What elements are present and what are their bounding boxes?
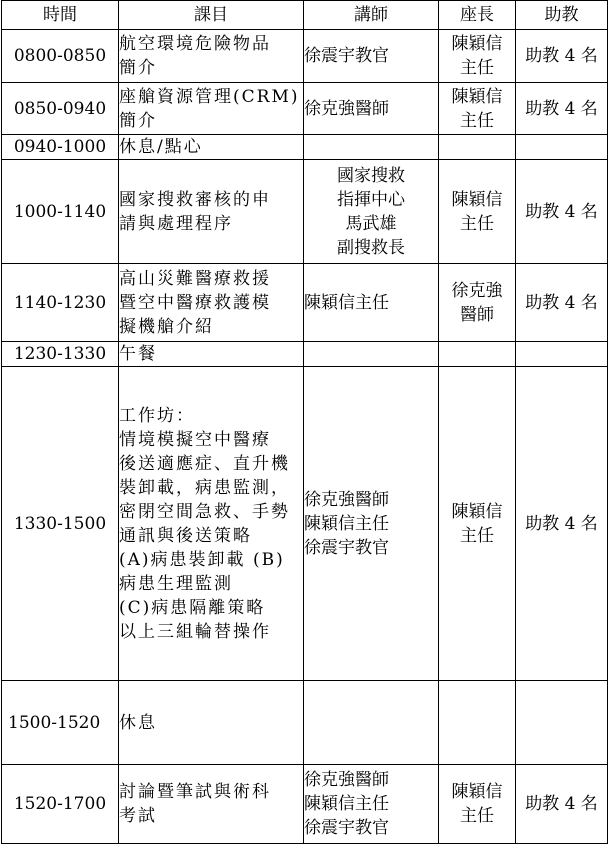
table-row <box>2 765 608 844</box>
instructor-cell-line: 陳穎信主任 <box>304 513 389 534</box>
header-instructor: 講師 <box>304 1 439 30</box>
table-row <box>2 83 608 135</box>
instructor-cell-line: 徐克強醫師 <box>304 770 389 790</box>
table-row <box>2 367 608 681</box>
time-cell: 1330-1500 <box>2 367 119 681</box>
course-cell-line: 擬機艙介紹 <box>119 316 214 337</box>
ta-cell: 助教 4 名 <box>516 160 608 264</box>
course-cell-line: 病患生理監測 <box>119 573 233 594</box>
table-row <box>2 342 608 367</box>
course-cell-line: 暨空中醫療救護模 <box>119 292 271 313</box>
instructor-cell-line: 國家搜救 <box>337 165 405 186</box>
course-cell-line: (A)病患裝卸載 (B) <box>119 549 285 570</box>
time-cell: 1000-1140 <box>2 160 119 264</box>
time-cell: 0800-0850 <box>2 30 119 83</box>
chair-cell-line: 主任 <box>460 806 494 826</box>
table-row <box>2 681 608 765</box>
instructor-cell <box>304 681 439 765</box>
instructor-cell-line: 徐震宇教官 <box>304 46 389 66</box>
course-cell <box>119 30 304 83</box>
course-cell-line: (C)病患隔離策略 <box>119 597 266 618</box>
ta-cell: 助教 4 名 <box>516 83 608 135</box>
chair-cell-line: 陳穎信 <box>451 86 503 107</box>
chair-cell <box>439 681 516 765</box>
course-cell-line: 午餐 <box>119 344 157 364</box>
ta-cell: 助教 4 名 <box>516 264 608 342</box>
instructor-cell-line: 徐克強醫師 <box>304 489 389 510</box>
instructor-cell-line: 馬武雄 <box>345 213 397 234</box>
chair-cell-line: 主任 <box>460 58 494 78</box>
chair-cell-line: 陳穎信 <box>451 189 503 210</box>
course-cell-line: 工作坊： <box>119 405 195 426</box>
ta-cell: 助教 4 名 <box>516 30 608 83</box>
instructor-cell <box>304 342 439 367</box>
course-cell-line: 情境模擬空中醫療 <box>119 429 271 450</box>
header-time: 時間 <box>2 1 119 30</box>
chair-cell-line: 主任 <box>460 525 494 546</box>
ta-cell: 助教 4 名 <box>516 367 608 681</box>
course-cell-line: 簡介 <box>119 58 157 78</box>
course-cell-line: 國家搜救審核的申 <box>119 189 271 210</box>
course-cell-line: 航空環境危險物品 <box>119 34 271 54</box>
course-cell-line: 座艙資源管理(CRM) <box>119 86 300 107</box>
header-ta: 助教 <box>516 1 608 30</box>
course-cell <box>119 765 304 844</box>
chair-cell-line: 陳穎信 <box>451 782 503 802</box>
instructor-cell <box>304 30 439 83</box>
instructor-cell-line: 陳穎信主任 <box>304 794 389 814</box>
chair-cell <box>439 264 516 342</box>
table-row <box>2 135 608 160</box>
header-chair: 座長 <box>439 1 516 30</box>
course-cell-line: 請與處理程序 <box>119 213 233 234</box>
table-row <box>2 30 608 83</box>
course-cell-line: 討論暨筆試與術科 <box>119 782 271 802</box>
course-cell-line: 考試 <box>119 806 157 826</box>
instructor-cell <box>304 135 439 160</box>
course-cell <box>119 160 304 264</box>
chair-cell <box>439 135 516 160</box>
course-cell <box>119 264 304 342</box>
chair-cell-line: 主任 <box>460 213 494 234</box>
time-cell: 1230-1330 <box>2 342 119 367</box>
schedule-body <box>2 30 608 844</box>
time-cell: 1140-1230 <box>2 264 119 342</box>
instructor-cell-line: 指揮中心 <box>337 189 405 210</box>
instructor-cell <box>304 160 439 264</box>
course-cell <box>119 681 304 765</box>
ta-cell: 助教 4 名 <box>516 765 608 844</box>
instructor-cell <box>304 83 439 135</box>
time-cell: 0940-1000 <box>2 135 119 160</box>
table-row <box>2 264 608 342</box>
course-cell-line: 後送適應症、直升機 <box>119 453 290 474</box>
course-cell-line: 休息/點心 <box>119 137 203 157</box>
schedule-table <box>1 0 608 844</box>
chair-cell <box>439 342 516 367</box>
instructor-cell <box>304 264 439 342</box>
course-cell-line: 簡介 <box>119 110 157 131</box>
chair-cell <box>439 160 516 264</box>
course-cell <box>119 83 304 135</box>
course-cell <box>119 135 304 160</box>
instructor-cell <box>304 765 439 844</box>
course-cell-line: 以上三組輪替操作 <box>119 621 271 642</box>
course-cell <box>119 367 304 681</box>
course-cell-line: 高山災難醫療救援 <box>119 268 271 289</box>
time-cell: 1520-1700 <box>2 765 119 844</box>
ta-cell <box>516 342 608 367</box>
chair-cell <box>439 367 516 681</box>
instructor-cell-line: 副搜救長 <box>337 237 405 258</box>
instructor-cell-line: 徐克強醫師 <box>304 98 389 119</box>
time-cell: 0850-0940 <box>2 83 119 135</box>
chair-cell-line: 醫師 <box>460 304 494 325</box>
header-course: 課目 <box>119 1 304 30</box>
ta-cell <box>516 681 608 765</box>
instructor-cell-line: 陳穎信主任 <box>304 292 389 313</box>
chair-cell <box>439 30 516 83</box>
chair-cell <box>439 765 516 844</box>
course-cell-line: 休息 <box>119 712 157 733</box>
chair-cell-line: 主任 <box>460 110 494 131</box>
chair-cell-line: 徐克強 <box>451 280 503 301</box>
time-cell: 1500-1520 <box>2 681 119 765</box>
instructor-cell-line: 徐震宇教官 <box>304 818 389 838</box>
instructor-cell <box>304 367 439 681</box>
course-cell-line: 通訊與後送策略 <box>119 525 252 546</box>
header-row <box>2 1 608 30</box>
chair-cell-line: 陳穎信 <box>451 501 503 522</box>
course-cell-line: 裝卸載，病患監測， <box>119 477 290 498</box>
instructor-cell-line: 徐震宇教官 <box>304 537 389 558</box>
table-row <box>2 160 608 264</box>
course-cell-line: 密閉空間急救、手勢 <box>119 501 290 522</box>
course-cell <box>119 342 304 367</box>
ta-cell <box>516 135 608 160</box>
chair-cell-line: 陳穎信 <box>451 34 503 54</box>
chair-cell <box>439 83 516 135</box>
